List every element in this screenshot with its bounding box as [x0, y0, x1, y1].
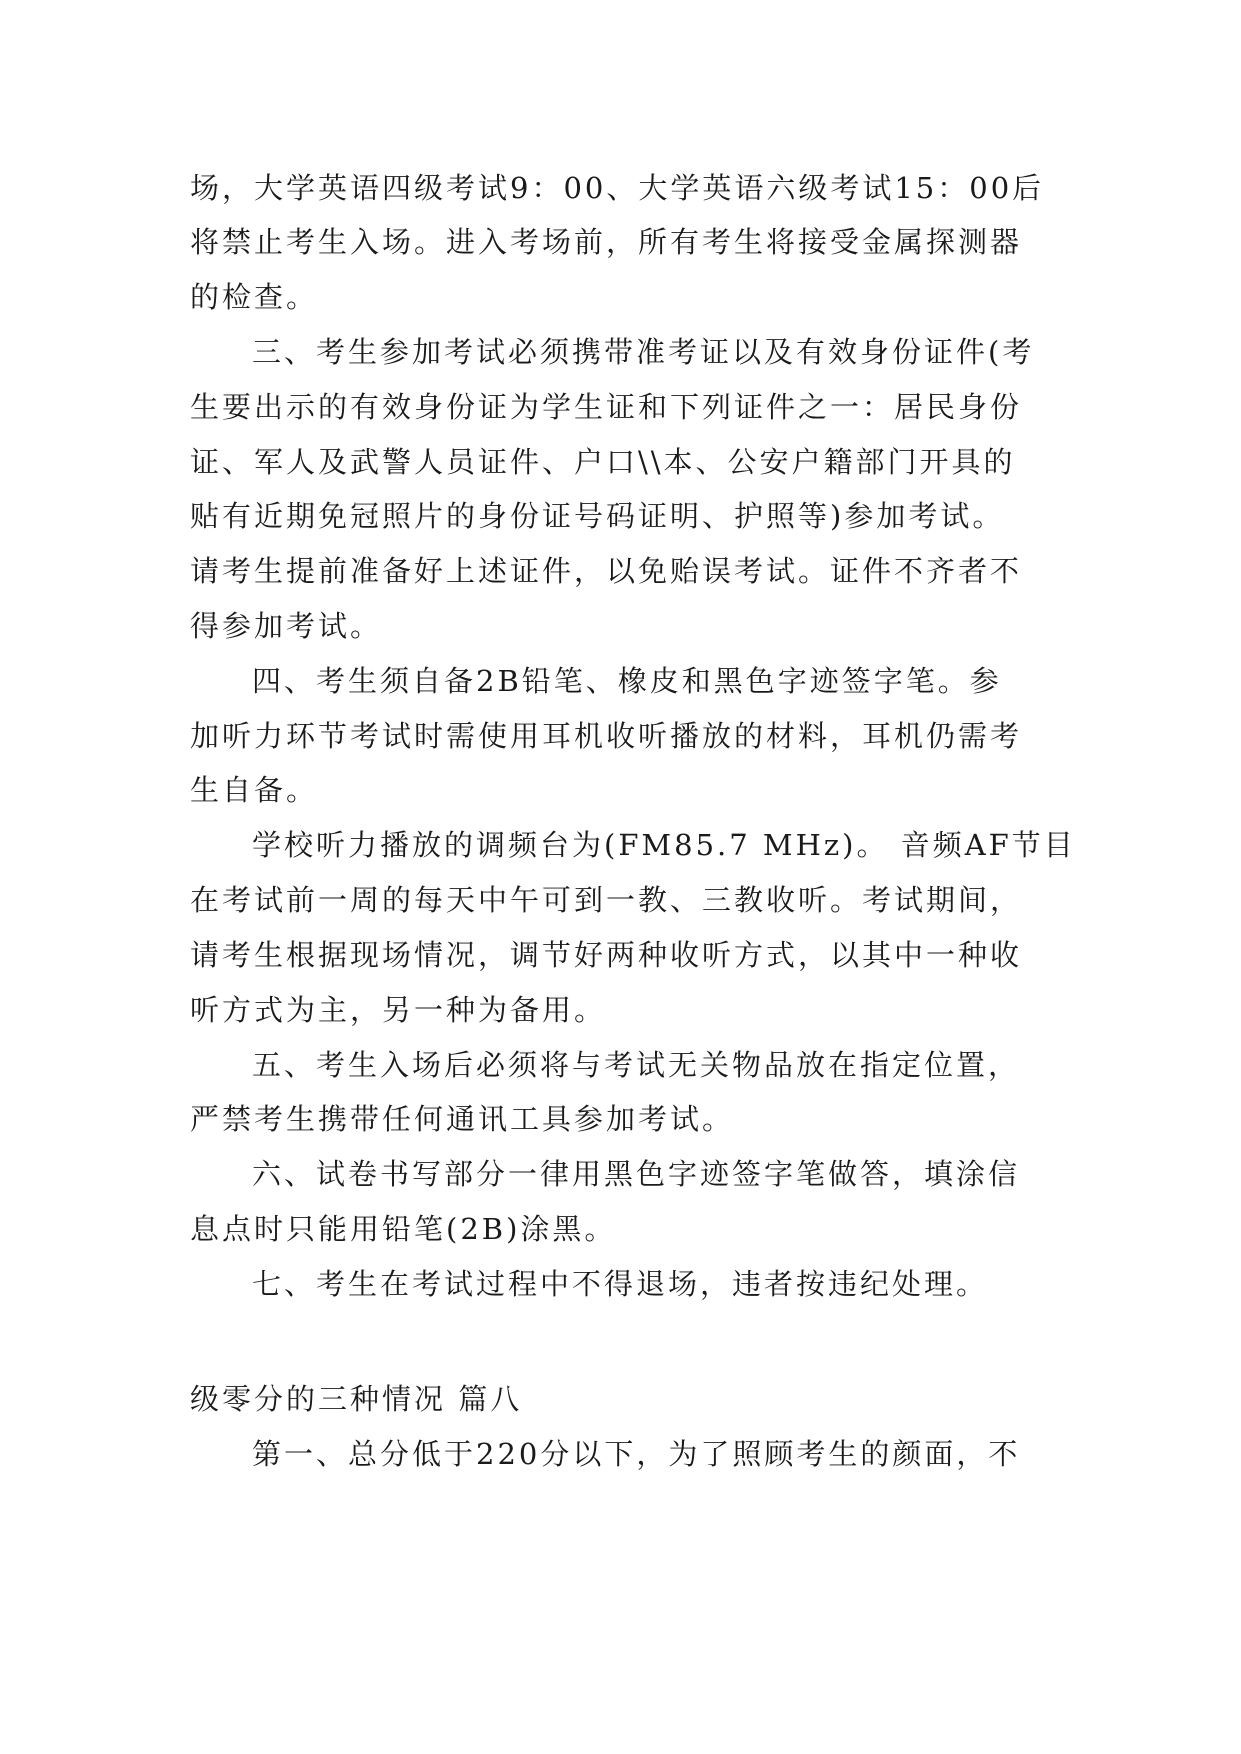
section-heading: 级零分的三种情况 篇八 [190, 1382, 523, 1416]
paragraph-line: 场，大学英语四级考试9：00、大学英语六级考试15：00后 [190, 171, 1045, 205]
paragraph-line: 六、试卷书写部分一律用黑色字迹签字笔做答，填涂信 [252, 1157, 1021, 1191]
paragraph-line: 严禁考生携带任何通讯工具参加考试。 [190, 1102, 735, 1136]
paragraph-line: 七、考生在考试过程中不得退场，违者按违纪处理。 [252, 1267, 989, 1301]
paragraph-line: 在考试前一周的每天中午可到一教、三教收听。考试期间， [190, 883, 1023, 917]
paragraph-line: 请考生根据现场情况，调节好两种收听方式，以其中一种收 [190, 938, 1023, 972]
paragraph-line: 四、考生须自备2B铅笔、橡皮和黑色字迹签字笔。参 [252, 664, 1002, 698]
paragraph-line: 得参加考试。 [190, 609, 383, 643]
paragraph-line: 贴有近期免冠照片的身份证号码证明、护照等)参加考试。 [190, 499, 1005, 533]
paragraph-line: 息点时只能用铅笔(2B)涂黑。 [190, 1212, 617, 1246]
paragraph-line: 生自备。 [190, 773, 319, 807]
paragraph-line: 加听力环节考试时需使用耳机收听播放的材料，耳机仍需考 [190, 719, 1023, 753]
paragraph-line: 第一、总分低于220分以下，为了照顾考生的颜面，不 [252, 1437, 1021, 1471]
paragraph-line: 证、军人及武警人员证件、户口\\本、公安户籍部门开具的 [190, 445, 1016, 479]
paragraph-line: 生要出示的有效身份证为学生证和下列证件之一：居民身份 [190, 390, 1023, 424]
paragraph-line: 将禁止考生入场。进入考场前，所有考生将接受金属探测器 [190, 225, 1023, 259]
paragraph-line: 三、考生参加考试必须携带准考证以及有效身份证件(考 [252, 335, 1035, 369]
paragraph-line: 五、考生入场后必须将与考试无关物品放在指定位置， [252, 1048, 1021, 1082]
paragraph-line: 学校听力播放的调频台为(FM85.7 MHz)。 音频AF节目 [252, 828, 1076, 862]
paragraph-line: 的检查。 [190, 280, 319, 314]
paragraph-line: 听方式为主，另一种为备用。 [190, 993, 607, 1027]
paragraph-line: 请考生提前准备好上述证件，以免贻误考试。证件不齐者不 [190, 554, 1023, 588]
